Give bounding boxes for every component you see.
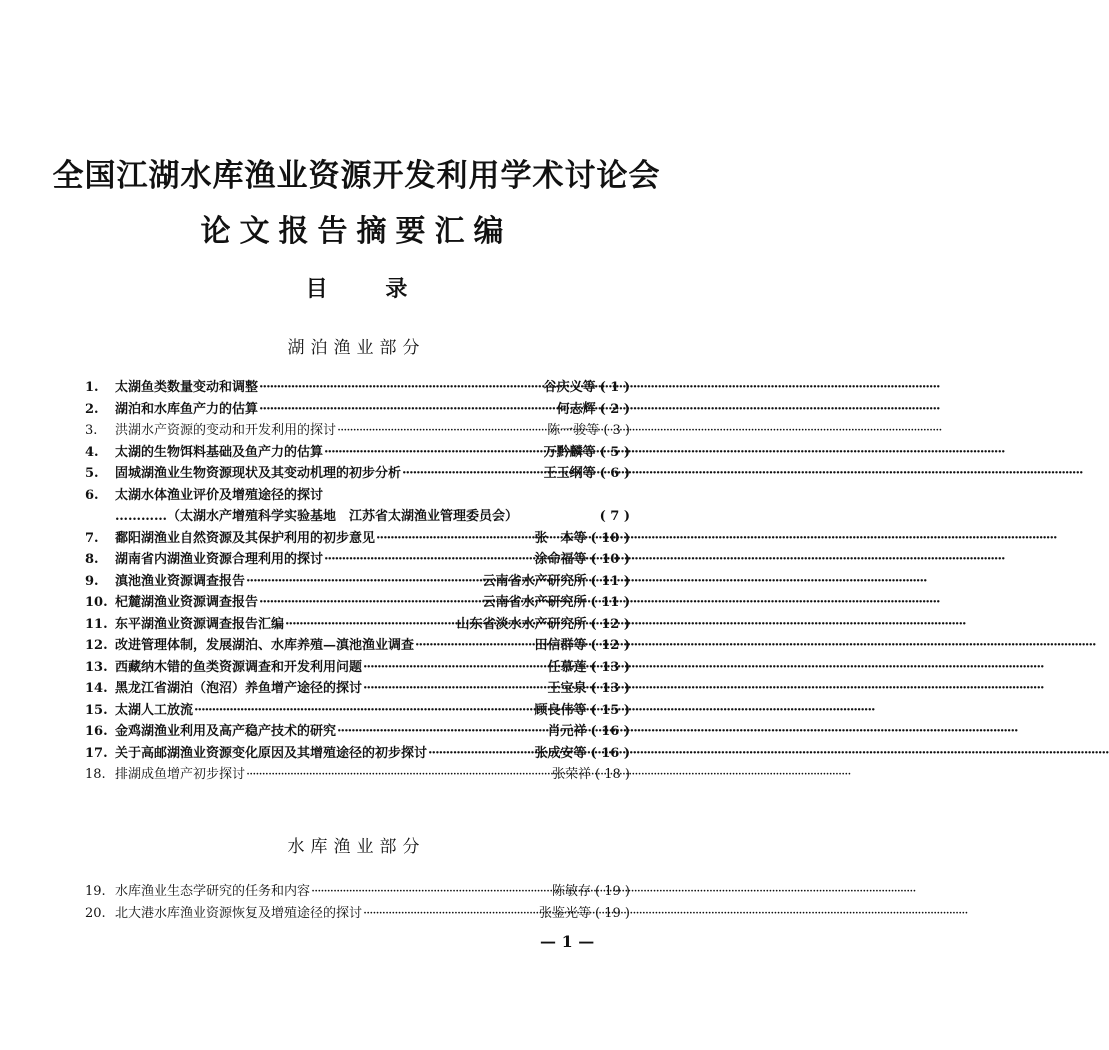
toc-entry-title: 滇池渔业资源调查报告 (115, 573, 246, 589)
toc-entry-page: ( 13 ) (590, 659, 630, 675)
toc-entry-page: ( 3 ) (603, 423, 630, 438)
toc-entry-author: 涂命福等 (534, 552, 587, 567)
toc-entry-number: 4. (85, 444, 99, 460)
toc-entry-author: 张 本等 (534, 530, 587, 546)
toc-entry-page: ( 5 ) (599, 444, 630, 460)
toc-entry-author: 陈一骏等 (547, 423, 600, 438)
toc-leader-dots (363, 906, 538, 921)
toc-entry-page: ( 16 ) (590, 745, 630, 761)
toc-entry-author: 云南省水产研究所 (482, 595, 587, 610)
toc-entry (85, 677, 630, 699)
section-heading-lakes: 湖泊渔业部分 (287, 338, 426, 358)
toc-entry (85, 527, 630, 549)
toc-leader-dots (324, 552, 534, 567)
toc-entry-page: ( 1 ) (599, 380, 630, 395)
toc-leader-dots (259, 380, 543, 395)
toc-entry-number: 13. (85, 659, 108, 675)
toc-entry (85, 462, 630, 484)
toc-entry-title: 固城湖渔业生物资源现状及其变动机理的初步分析 (115, 466, 402, 481)
toc-leader-dots (259, 402, 556, 417)
toc-entry-page: ( 19 ) (595, 884, 630, 899)
toc-entry-number: 20. (85, 905, 106, 921)
toc-entry-number: 12. (85, 638, 108, 653)
toc-leader-dots (402, 466, 543, 481)
toc-leader-dots (311, 884, 551, 899)
toc-entry-author: 张鉴光等 (539, 905, 592, 921)
toc-entry-page: ( 11 ) (590, 573, 630, 589)
toc-entry-author: 任慕莲 (547, 659, 587, 675)
toc-entry (85, 484, 630, 506)
toc-entry-title: 太湖水体渔业评价及增殖途径的探讨 (115, 487, 324, 503)
toc-entry-title: 太湖人工放流 (115, 702, 194, 718)
toc-entry-page: ( 12 ) (590, 638, 630, 653)
toc-entry (85, 720, 630, 742)
toc-entry-title: 关于高邮湖渔业资源变化原因及其增殖途径的初步探讨 (115, 745, 428, 761)
toc-leader-dots (337, 724, 547, 739)
toc-entry (85, 441, 630, 463)
toc-entry-author: 肖元祥 (547, 724, 587, 739)
toc-entry (85, 763, 630, 785)
toc-leader-dots (246, 574, 482, 589)
toc-entry-title: 水库渔业生态学研究的任务和内容 (115, 884, 311, 899)
toc-entry-title: 湖泊和水库鱼产力的估算 (115, 401, 259, 417)
toc-entry-page: ( 10 ) (590, 552, 630, 567)
toc-entry-page: ( 12 ) (590, 616, 630, 632)
toc-entry (85, 419, 630, 441)
toc-leader-dots (324, 445, 543, 460)
toc-entry (85, 880, 630, 902)
toc-entry-title: 洪湖水产资源的变动和开发利用的探讨 (115, 423, 337, 438)
toc-entry-author: 田信群等 (534, 638, 587, 653)
toc-entry-author: 王玉纲等 (543, 466, 596, 481)
toc-entry-page: ( 13 ) (590, 681, 630, 696)
toc-leader-dots (246, 767, 551, 782)
toc-leader-dots (363, 660, 547, 675)
toc-entry-author: 张荣祥 (552, 767, 592, 782)
toc-leader-dots (285, 617, 456, 632)
toc-entry-title: 湖南省内湖渔业资源合理利用的探讨 (115, 552, 324, 567)
subtitle: 论文报告摘要汇编 (200, 214, 513, 249)
toc-entry (85, 591, 630, 613)
toc-entry-page: ( 19 ) (595, 905, 630, 921)
toc-entry-number: 17. (85, 745, 108, 761)
toc-entry-title: 金鸡湖渔业利用及高产稳产技术的研究 (115, 724, 337, 739)
toc-entry-number: 9. (85, 573, 99, 589)
toc-lakes (85, 376, 630, 785)
toc-entry-number: 2. (85, 401, 99, 417)
toc-entry-number: 7. (85, 530, 99, 546)
toc-entry-number: 16. (85, 724, 108, 739)
main-title: 全国江湖水库渔业资源开发利用学术讨论会 (52, 158, 661, 194)
page-number: — 1 — (540, 932, 595, 951)
toc-entry-title: …………（太湖水产增殖科学实验基地 江苏省太湖渔业管理委员会） (115, 509, 519, 524)
toc-entry (85, 613, 630, 635)
toc-leader-dots (259, 595, 482, 610)
toc-entry-page: ( 10 ) (590, 530, 630, 546)
toc-reservoirs (85, 880, 630, 923)
toc-entry-page: ( 15 ) (590, 702, 630, 718)
toc-entry-author: 王宝泉 (547, 681, 587, 696)
toc-entry (85, 742, 630, 764)
toc-leader-dots (194, 703, 534, 718)
toc-entry-number: 15. (85, 702, 108, 718)
toc-entry-title: 北大港水库渔业资源恢复及增殖途径的探讨 (115, 905, 363, 921)
toc-entry (85, 699, 630, 721)
toc-entry-title: 鄱阳湖渔业自然资源及其保护利用的初步意见 (115, 530, 376, 546)
toc-leader-dots (363, 681, 547, 696)
toc-entry (85, 656, 630, 678)
toc-entry-number: 14. (85, 681, 108, 696)
toc-entry (85, 505, 630, 527)
toc-entry-number: 6. (85, 487, 99, 503)
toc-entry-title: 西藏纳木错的鱼类资源调查和开发利用问题 (115, 659, 363, 675)
toc-entry-page: ( 6 ) (599, 466, 630, 481)
toc-entry-number: 10. (85, 595, 108, 610)
toc-leader-dots (376, 531, 534, 546)
toc-entry (85, 634, 630, 656)
toc-entry (85, 902, 630, 924)
section-heading-reservoirs: 水库渔业部分 (287, 837, 426, 857)
toc-entry-page: ( 18 ) (595, 767, 630, 782)
toc-entry-number: 18. (85, 767, 106, 782)
toc-entry-author: 陈敏存 (552, 884, 592, 899)
toc-entry-title: 排湖成鱼增产初步探讨 (115, 767, 246, 782)
toc-entry-title: 太湖的生物饵料基础及鱼产力的估算 (115, 444, 324, 460)
toc-leader-dots (428, 746, 534, 761)
toc-entry-title: 改进管理体制，发展湖泊、水库养殖—滇池渔业调查 (115, 638, 415, 653)
toc-entry (85, 548, 630, 570)
toc-entry-number: 1. (85, 380, 99, 395)
toc-entry-number: 3. (85, 423, 98, 438)
toc-entry-page: ( 11 ) (590, 595, 630, 610)
toc-entry-number: 11. (85, 616, 108, 632)
toc-entry-title: 黑龙江省湖泊（泡沼）养鱼增产途径的探讨 (115, 681, 363, 696)
toc-entry (85, 398, 630, 420)
toc-entry-page: ( 7 ) (599, 509, 630, 524)
toc-entry-title: 杞麓湖渔业资源调查报告 (115, 595, 259, 610)
toc-leader-dots (415, 638, 534, 653)
toc-entry-title: 太湖鱼类数量变动和调整 (115, 380, 259, 395)
toc-entry-author: 万黔麟等 (543, 444, 596, 460)
toc-entry-author: 云南省水产研究所 (482, 573, 587, 589)
toc-entry-author: 张成安等 (534, 745, 587, 761)
toc-leader-dots (337, 423, 546, 438)
toc-entry-title: 东平湖渔业资源调查报告汇编 (115, 616, 285, 632)
toc-entry-page: ( 16 ) (590, 724, 630, 739)
toc-entry-author: 谷庆义等 (543, 380, 596, 395)
toc-entry (85, 376, 630, 398)
toc-entry-author: 山东省淡水水产研究所 (456, 616, 587, 632)
toc-entry-page: ( 2 ) (599, 401, 630, 417)
toc-entry-number: 5. (85, 466, 99, 481)
toc-entry-author: 何志辉 (556, 401, 596, 417)
toc-entry-author: 顾良伟等 (534, 702, 587, 718)
toc-entry-number: 8. (85, 552, 99, 567)
toc-entry-number: 19. (85, 884, 106, 899)
contents-heading: 目 录 (305, 277, 408, 302)
toc-entry (85, 570, 630, 592)
